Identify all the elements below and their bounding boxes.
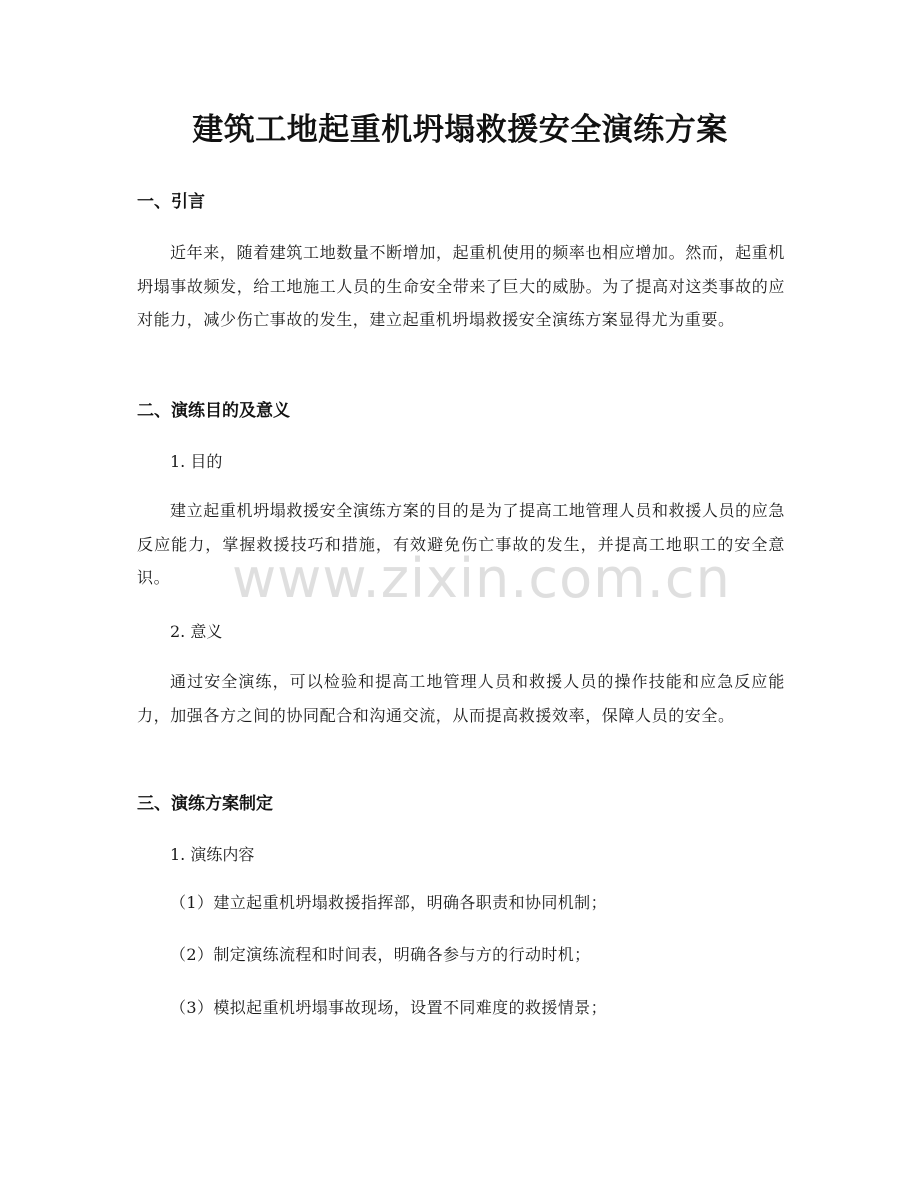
list-item: （3）模拟起重机坍塌事故现场，设置不同难度的救援情景； xyxy=(170,998,607,1017)
section-heading-plan: 三、演练方案制定 xyxy=(137,794,273,814)
list-item: （2）制定演练流程和时间表，明确各参与方的行动时机； xyxy=(170,945,591,964)
watermark: www.zixin.com.cn xyxy=(232,547,731,610)
subheading-significance: 2. 意义 xyxy=(170,622,223,641)
subheading-purpose: 1. 目的 xyxy=(170,452,223,471)
purpose-paragraph: 建立起重机坍塌救援安全演练方案的目的是为了提高工地管理人员和救援人员的应急反应能力，掌握救援技巧和措施，有效避免伤亡事故的发生，并提高工地职工的安全意识。 xyxy=(137,501,785,587)
document-title: 建筑工地起重机坍塌救援安全演练方案 xyxy=(192,112,728,148)
section-heading-purpose: 二、演练目的及意义 xyxy=(137,401,290,421)
significance-paragraph: 通过安全演练，可以检验和提高工地管理人员和救援人员的操作技能和应急反应能力，加强各方之间的协同配合和沟通交流，从而提高救援效率，保障人员的安全。 xyxy=(137,672,785,725)
section-heading-introduction: 一、引言 xyxy=(137,192,205,212)
list-item: （1）建立起重机坍塌救援指挥部，明确各职责和协同机制； xyxy=(170,893,607,912)
introduction-paragraph: 近年来，随着建筑工地数量不断增加，起重机使用的频率也相应增加。然而，起重机坍塌事故频发，给工地施工人员的生命安全带来了巨大的威胁。为了提高对这类事故的应对能力，减少伤亡事故的发生，建立起重机坍塌救援安全演练方案显得尤为重要。 xyxy=(137,243,785,329)
subheading-drill-content: 1. 演练内容 xyxy=(170,845,255,864)
